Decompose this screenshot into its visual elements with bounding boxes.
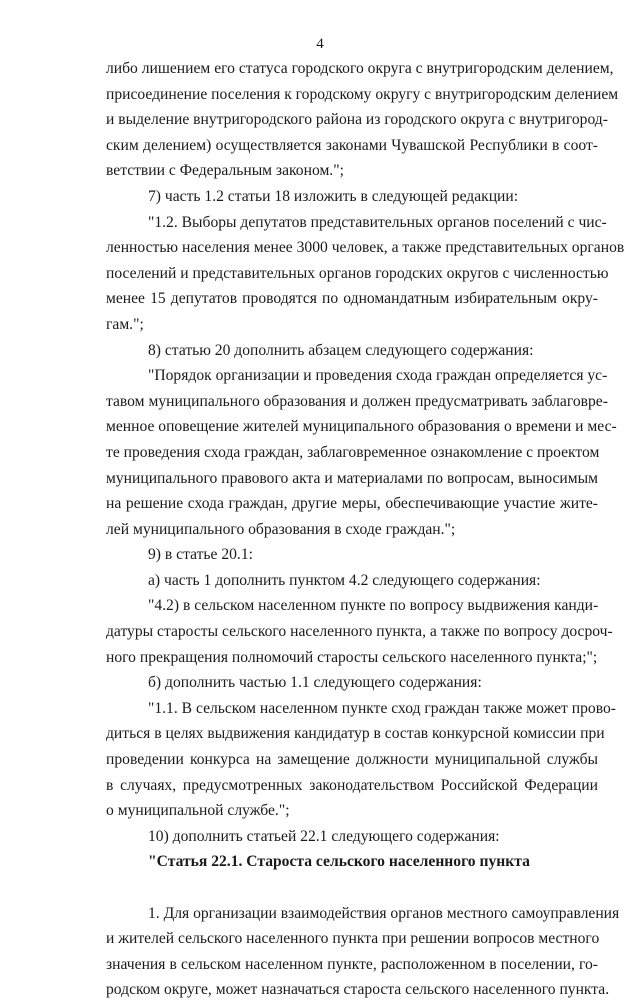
paragraph-spacer [106, 875, 598, 901]
text-line: родском округе, может назначаться староста сельского населенного пункта. [106, 981, 610, 999]
text-line: гам."; [106, 315, 144, 333]
text-line: в случаях, предусмотренных законодательством Российской Федерации [106, 776, 598, 794]
text-line: ветствии с Федеральным законом."; [106, 162, 344, 180]
article-heading: "Статья 22.1. Староста сельского населенного пункта [148, 853, 530, 871]
text-line: "1.1. В сельском населенном пункте сход граждан также может прово- [148, 699, 616, 717]
text-line: тавом муниципального образования и должен предусматривать заблаговре- [106, 392, 608, 410]
page-number: 4 [316, 36, 324, 52]
text-line: 1. Для организации взаимодействия органов местного самоуправления [148, 904, 620, 922]
text-line: те проведения схода граждан, заблаговременное ознакомление с проектом [106, 443, 600, 461]
text-line: о муниципальной службе."; [106, 802, 290, 820]
text-line: 7) часть 1.2 статьи 18 изложить в следующей редакции: [148, 187, 519, 205]
text-line: ленностью населения менее 3000 человек, а также представительных органов [106, 239, 625, 257]
text-line: ного прекращения полномочий старосты сельского населенного пункта;"; [106, 648, 598, 666]
text-line: "1.2. Выборы депутатов представительных органов поселений с чис- [148, 213, 607, 231]
text-line: значения в сельском населенном пункте, расположенном в поселении, го- [106, 955, 598, 973]
text-line: лей муниципального образования в сходе граждан."; [106, 520, 456, 538]
text-line: поселений и представительных органов городских округов с численностью [106, 264, 609, 282]
text-line: диться в целях выдвижения кандидатур в состав конкурсной комиссии при [106, 725, 605, 743]
text-line: менное оповещение жителей муниципального образования о времени и мес- [106, 418, 617, 436]
text-line: а) часть 1 дополнить пунктом 4.2 следующего содержания: [148, 571, 541, 589]
text-line: "Порядок организации и проведения схода граждан определяется ус- [148, 367, 608, 385]
text-line: муниципального правового акта и материалами по вопросам, выносимым [106, 469, 598, 487]
text-line: присоединение поселения к городскому округу с внутригородским делением [106, 85, 619, 103]
document-body [106, 56, 625, 1003]
text-line: 9) в статье 20.1: [148, 546, 253, 564]
text-line: на решение схода граждан, другие меры, обеспечивающие участие жите- [106, 495, 598, 513]
text-line: и выделение внутригородского района из городского округа с внутригород- [106, 111, 608, 129]
text-line: проведении конкурса на замещение должности муниципальной службы [106, 751, 598, 769]
text-line: ским делением) осуществляется законами Чувашской Республики в соот- [106, 136, 598, 154]
text-line: датуры старосты сельского населенного пункта, а также по вопросу досроч- [106, 623, 613, 641]
text-line: и жителей сельского населенного пункта при решении вопросов местного [106, 930, 600, 948]
text-line: "4.2) в сельском населенном пункте по вопросу выдвижения канди- [148, 597, 599, 615]
text-line: менее 15 депутатов проводятся по одномандатным избирательным окру- [106, 290, 598, 308]
text-line: либо лишением его статуса городского округа с внутригородским делением, [106, 60, 614, 77]
text-line: б) дополнить частью 1.1 следующего содержания: [148, 674, 482, 692]
text-line: 8) статью 20 дополнить абзацем следующего содержания: [148, 341, 534, 359]
text-line: 10) дополнить статьей 22.1 следующего содержания: [148, 827, 500, 845]
